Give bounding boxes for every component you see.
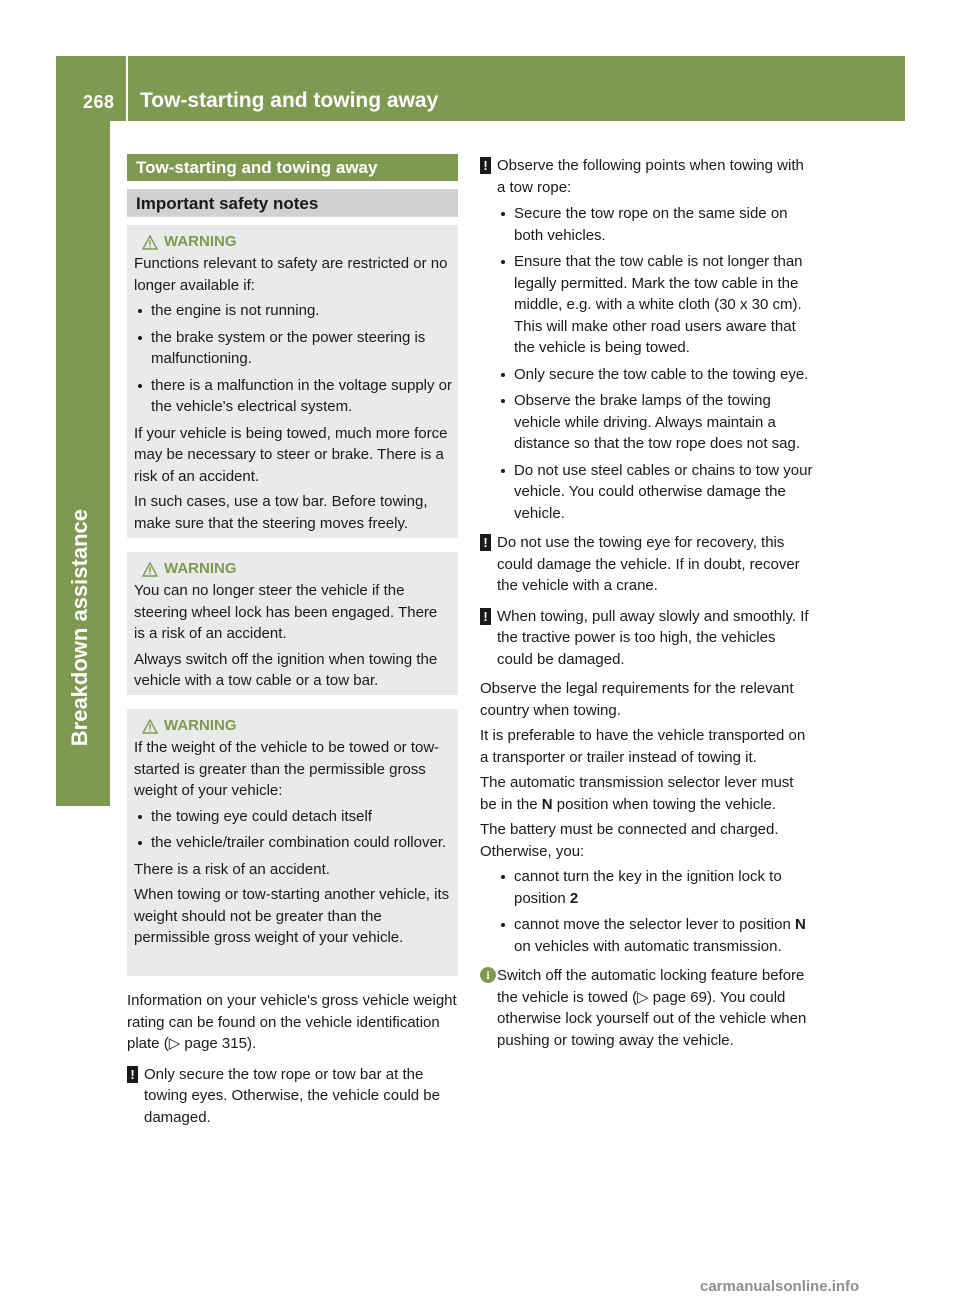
list-item: Only secure the tow cable to the towing eye. (497, 364, 814, 386)
right-column (480, 155, 814, 1051)
paragraph: It is preferable to have the vehicle transported on a transporter or trailer instead of towing it. (480, 727, 806, 766)
tow-rope-list (480, 203, 814, 524)
exclamation-icon: ! (127, 1066, 138, 1083)
page-number: 268 (83, 92, 115, 112)
list-item: Ensure that the tow cable is not longer than legally permitted. Mark the tow cable in the middle, e.g. with a white cloth (30 x 30 cm). This will make other road users aware that the vehicle is being towed. (497, 251, 814, 359)
warning-box-2 (127, 552, 458, 695)
list-item: cannot move the selector lever to position N on vehicles with automatic transmission. (497, 914, 814, 957)
exclamation-icon: ! (480, 157, 491, 174)
warning-triangle-icon (142, 562, 158, 577)
page-header (56, 56, 905, 121)
header-title: Tow-starting and towing away (140, 89, 439, 112)
list-item: there is a malfunction in the voltage supply or the vehicle's electrical system. (134, 375, 452, 418)
section-subtitle: Important safety notes (127, 189, 458, 217)
caution-note: ! Do not use the towing eye for recovery, this could damage the vehicle. If in doubt, recover the vehicle with a crane. (480, 532, 814, 597)
list-item: the engine is not running. (134, 300, 452, 322)
watermark: carmanualsonline.info (700, 1278, 860, 1295)
exclamation-icon: ! (480, 608, 491, 625)
warning-triangle-icon (142, 719, 158, 734)
info-note: i Switch off the automatic locking feature before the vehicle is towed (▷ page 69). You could otherwise lock yourself out of the vehicle when pushing or towing away the vehicle. (480, 965, 814, 1051)
paragraph: Observe the legal requirements for the relevant country when towing. (480, 680, 794, 719)
list-item: the vehicle/trailer combination could rollover. (134, 832, 452, 854)
transmission-paragraph: The automatic transmission selector lever must be in the N position when towing the vehicle. (480, 774, 794, 813)
paragraph: The battery must be connected and charged. Otherwise, you: (480, 821, 779, 860)
list-item: Observe the brake lamps of the towing vehicle while driving. Always maintain a distance so that the tow rope does not sag. (497, 390, 814, 455)
warning-intro: Functions relevant to safety are restricted or no longer available if: (134, 255, 448, 294)
header-divider (126, 56, 128, 121)
caution-note: ! Observe the following points when towing with a tow rope: (480, 155, 814, 198)
info-icon: i (480, 967, 496, 983)
warning-heading: WARNING (142, 231, 452, 253)
warning-text: In such cases, use a tow bar. Before towing, make sure that the steering moves freely. (134, 493, 428, 532)
warning-intro: If the weight of the vehicle to be towed or tow-started is greater than the permissible gross weight of your vehicle: (134, 739, 440, 799)
caution-note: ! When towing, pull away slowly and smoothly. If the tractive power is too high, the vehicles could be damaged. (480, 606, 814, 671)
list-item: the towing eye could detach itself (134, 806, 452, 828)
list-item: the brake system or the power steering is malfunctioning. (134, 327, 452, 370)
list-item: cannot turn the key in the ignition lock to position 2 (497, 866, 814, 909)
info-paragraph: Information on your vehicle's gross vehicle weight rating can be found on the vehicle identification plate (▷ page 315). (127, 992, 457, 1052)
warning-text: There is a risk of an accident. (134, 860, 330, 878)
battery-list (480, 866, 814, 957)
warning-box-3 (127, 709, 458, 976)
warning-heading: WARNING (142, 558, 452, 580)
side-tab (56, 121, 110, 806)
warning-box-1 (127, 225, 458, 538)
caution-note: ! Only secure the tow rope or tow bar at the towing eyes. Otherwise, the vehicle could be damaged. (127, 1064, 458, 1129)
left-lower-text (127, 990, 458, 1128)
list-item: Do not use steel cables or chains to tow your vehicle. You could otherwise damage the vehicle. (497, 460, 814, 525)
side-tab-label: Breakdown assistance (67, 508, 92, 746)
warning-text: You can no longer steer the vehicle if the steering wheel lock has been engaged. There is a risk of an accident. (134, 582, 438, 642)
section-title: Tow-starting and towing away (127, 154, 458, 181)
warning-triangle-icon (142, 235, 158, 250)
warning-text: When towing or tow-starting another vehicle, its weight should not be greater than the permissible gross weight of your vehicle. (134, 886, 450, 946)
warning-text: If your vehicle is being towed, much more force may be necessary to steer or brake. There is a risk of an accident. (134, 424, 448, 485)
warning-heading: WARNING (142, 715, 452, 737)
warning-text: Always switch off the ignition when towing the vehicle with a tow cable or a tow bar. (134, 650, 438, 689)
list-item: Secure the tow rope on the same side on both vehicles. (497, 203, 814, 246)
exclamation-icon: ! (480, 534, 491, 551)
